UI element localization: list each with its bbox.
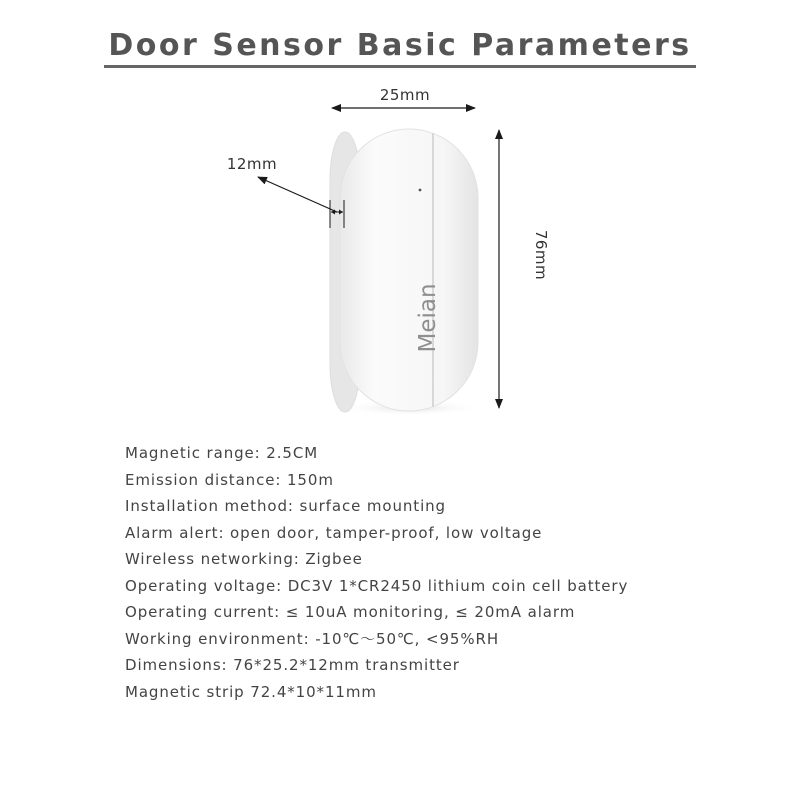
brand-logo: Meian (415, 283, 441, 353)
led-indicator (419, 189, 422, 192)
spec-line: Operating voltage: DC3V 1*CR2450 lithium coin cell battery (125, 576, 629, 595)
spec-line: Installation method: surface mounting (125, 497, 446, 515)
spec-line: Operating current: ≤ 10uA monitoring, ≤ 20mA alarm (125, 603, 576, 621)
spec-line: Magnetic strip 72.4*10*11mm (125, 682, 377, 701)
spec-line: Dimensions: 76*25.2*12mm transmitter (125, 656, 460, 674)
depth-leader-line (258, 177, 337, 212)
width-dimension-label: 25mm (379, 86, 431, 104)
device-body (340, 129, 478, 411)
spec-line: Magnetic range: 2.5CM (125, 444, 319, 462)
spec-line: Alarm alert: open door, tamper-proof, low voltage (125, 523, 543, 542)
depth-dimension-label: 12mm (226, 155, 278, 173)
spec-line: Emission distance: 150m (125, 470, 334, 489)
spec-list (125, 440, 628, 705)
height-dimension-label: 76mm (532, 229, 550, 281)
spec-line: Wireless networking: Zigbee (125, 550, 363, 568)
page-title: Door Sensor Basic Parameters (104, 28, 695, 68)
spec-line: Working environment: -10℃～50℃, <95%RH (125, 629, 500, 648)
